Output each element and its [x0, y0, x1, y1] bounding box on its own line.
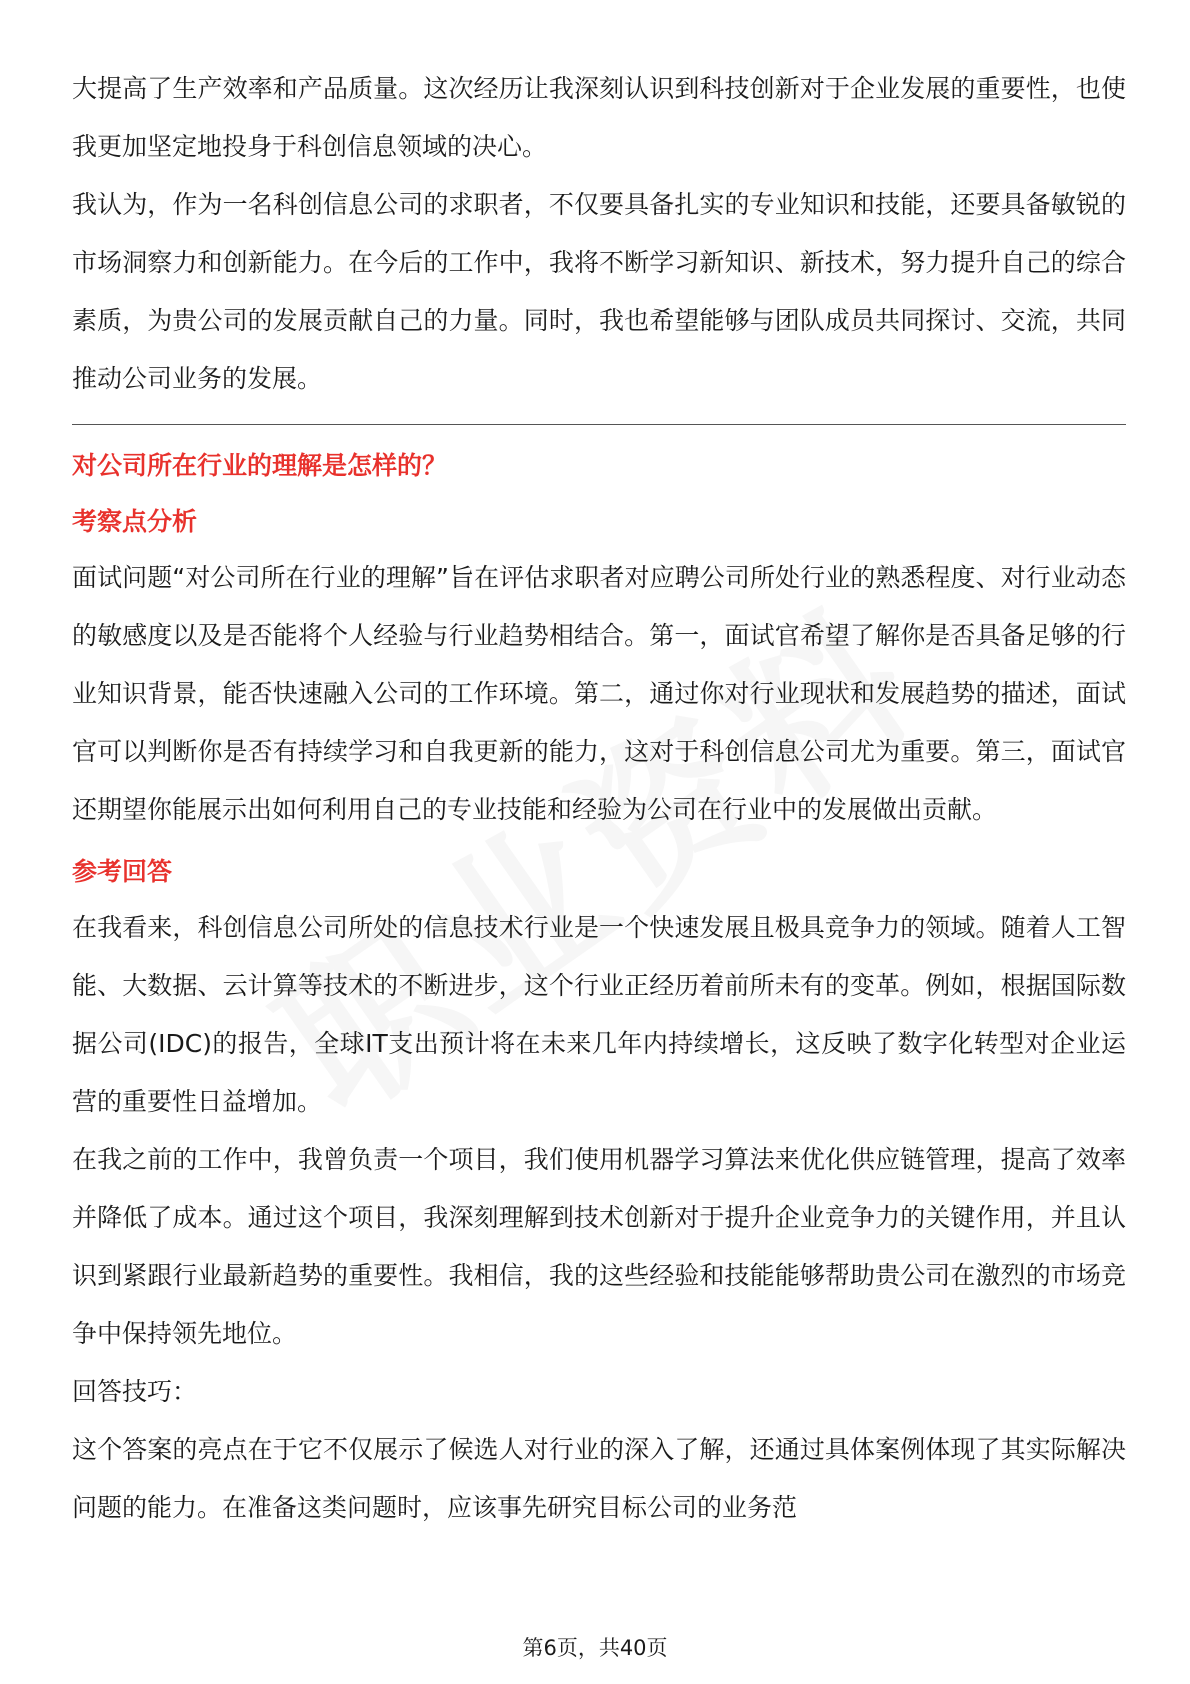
analysis-heading: 考察点分析 — [72, 507, 198, 536]
intro-paragraph-1: 大提高了生产效率和产品质量。这次经历让我深刻认识到科技创新对于企业发展的重要性，也使我更加坚定地投身于科创信息领域的决心。 — [72, 74, 1126, 161]
answer-paragraph-1: 在我看来，科创信息公司所处的信息技术行业是一个快速发展且极具竞争力的领域。随着人工智能、大数据、云计算等技术的不断进步，这个行业正经历着前所未有的变革。例如，根据国际数据公司(IDC)的报告，全球IT支出预计将在未来几年内持续增长，这反映了数字化转型对企业运营的重要性日益增加。 — [72, 913, 1126, 1116]
answer-heading: 参考回答 — [72, 857, 173, 886]
page-number: 第6页，共40页 — [522, 1636, 668, 1660]
answer-paragraph-2: 在我之前的工作中，我曾负责一个项目，我们使用机器学习算法来优化供应链管理，提高了效率并降低了成本。通过这个项目，我深刻理解到技术创新对于提升企业竞争力的关键作用，并且认识到紧跟行业最新趋势的重要性。我相信，我的这些经验和技能能够帮助贵公司在激烈的市场竞争中保持领先地位。 — [72, 1145, 1126, 1348]
analysis-paragraph: 面试问题“对公司所在行业的理解”旨在评估求职者对应聘公司所处行业的熟悉程度、对行业动态的敏感度以及是否能将个人经验与行业趋势相结合。第一，面试官希望了解你是否具备足够的行业知识背景，能否快速融入公司的工作环境。第二，通过你对行业现状和发展趋势的描述，面试官可以判断你是否有持续学习和自我更新的能力，这对于科创信息公司尤为重要。第三，面试官还期望你能展示出如何利用自己的专业技能和经验为公司在行业中的发展做出贡献。 — [72, 563, 1126, 824]
section-divider — [72, 424, 1126, 425]
tips-paragraph: 这个答案的亮点在于它不仅展示了候选人对行业的深入了解，还通过具体案例体现了其实际解决问题的能力。在准备这类问题时，应该事先研究目标公司的业务范 — [72, 1435, 1126, 1522]
tips-label: 回答技巧： — [72, 1377, 198, 1406]
question-title: 对公司所在行业的理解是怎样的？ — [72, 451, 448, 480]
document-page — [72, 60, 1126, 1537]
intro-paragraph-2: 我认为，作为一名科创信息公司的求职者，不仅要具备扎实的专业知识和技能，还要具备敏锐的市场洞察力和创新能力。在今后的工作中，我将不断学习新知识、新技术，努力提升自己的综合素质，为贵公司的发展贡献自己的力量。同时，我也希望能够与团队成员共同探讨、交流，共同推动公司业务的发展。 — [72, 190, 1126, 393]
